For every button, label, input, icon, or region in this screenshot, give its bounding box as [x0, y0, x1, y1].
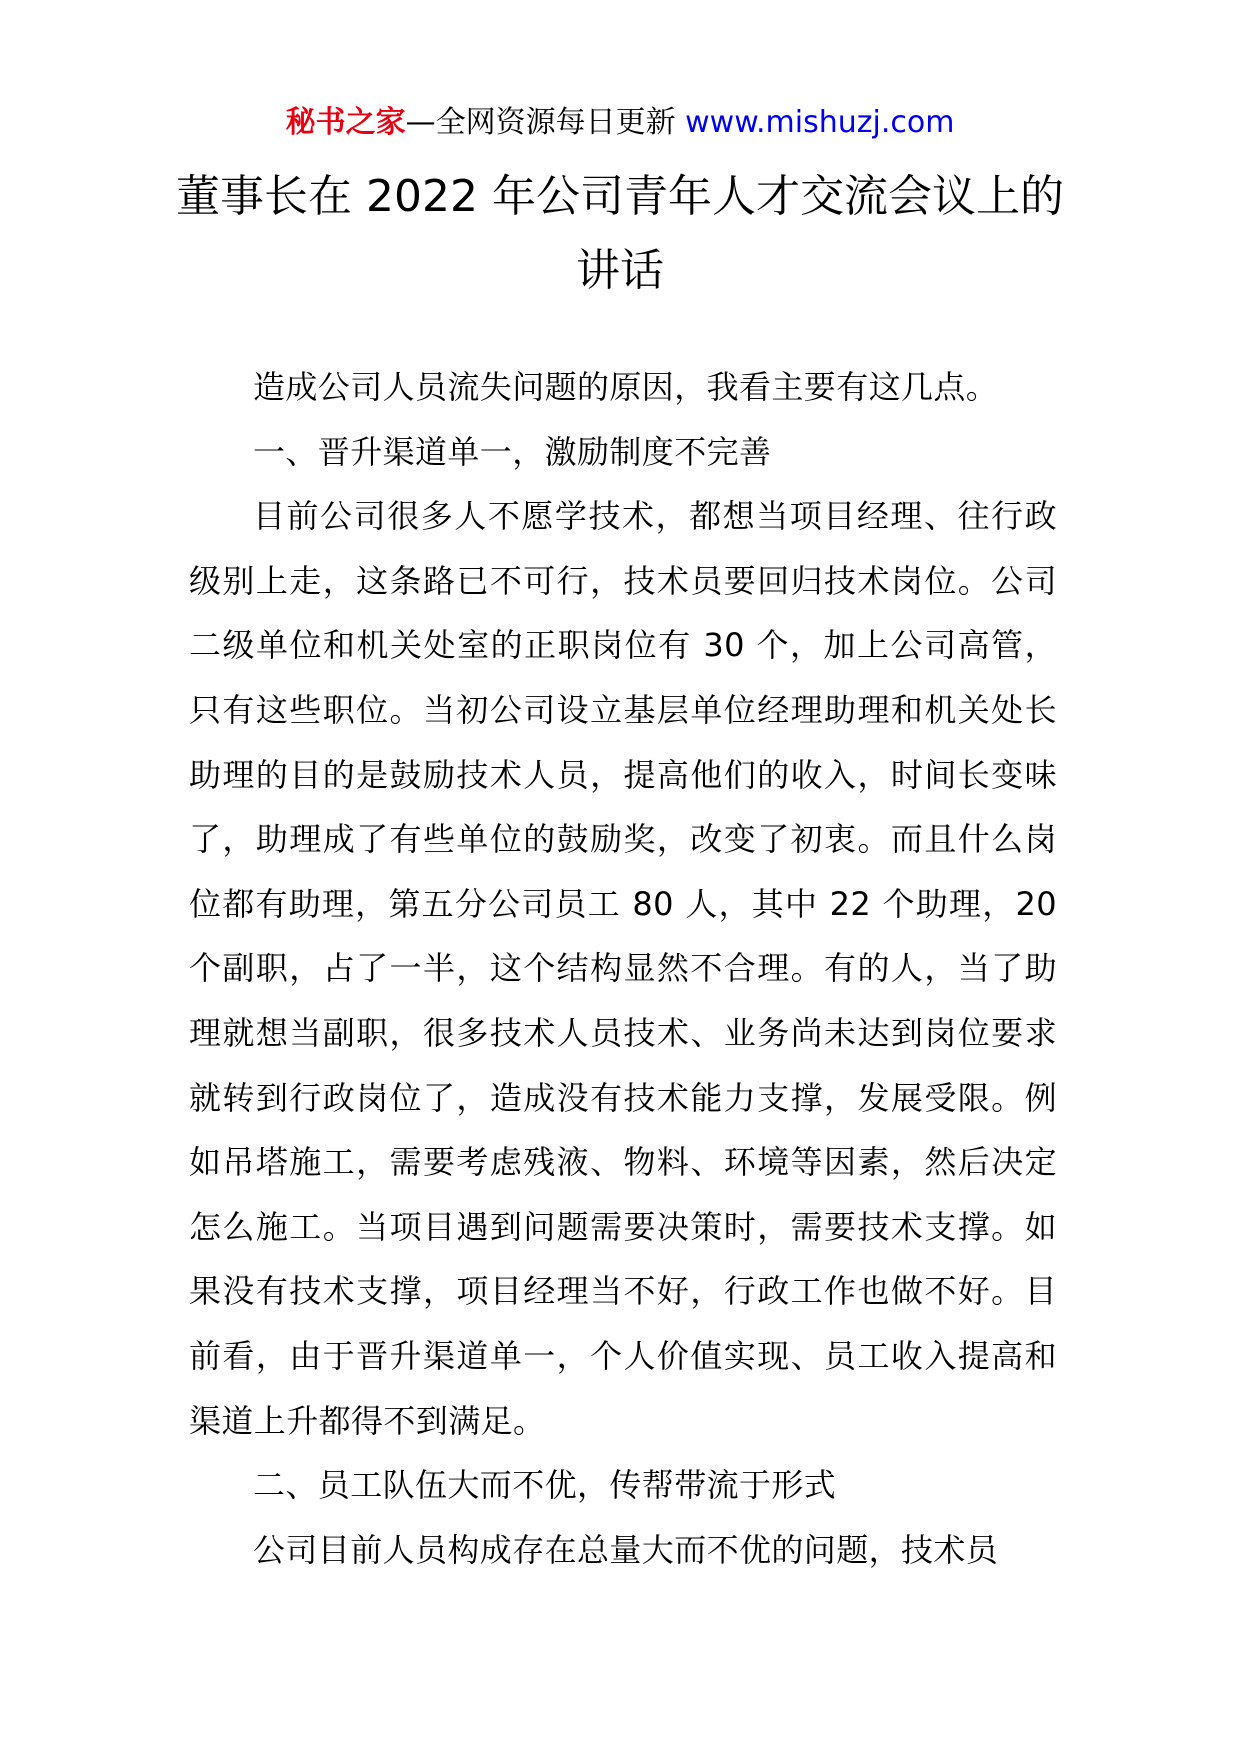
site-url-link[interactable]: www.mishuzj.com: [685, 105, 955, 140]
section-heading: 二、员工队伍大而不优，传帮带流于形式: [253, 1466, 837, 1505]
body-paragraph: 造成公司人员流失问题的原因，我看主要有这几点。: [253, 368, 999, 406]
body-paragraph: 公司目前人员构成存在总量大而不优的问题，技术员: [253, 1530, 999, 1569]
site-header: [0, 100, 1240, 146]
section-heading: 一、晋升渠道单一，激励制度不完善: [253, 432, 772, 471]
site-tagline: —全网资源每日更新: [405, 105, 686, 140]
document-body: [189, 355, 1057, 1582]
site-brand: 秘书之家: [285, 105, 406, 140]
document-title: 董事长在 2022 年公司青年人才交流会议上的讲话: [176, 171, 1064, 296]
body-paragraph: 目前公司很多人不愿学技术，都想当项目经理、往行政级别上走，这条路已不可行，技术员要回归技术岗位。公司二级单位和机关处室的正职岗位有 30 个，加上公司高管，只有这些职位。当初公司设立基层单位经理助理和机关处长助理的目的是鼓励技术人员，提高他们的收入，时间长变味了，助理成了有些单位的鼓励奖，改变了初衷。而且什么岗位都有助理，第五分公司员工 80 人，其中 22 个助理，20 个副职，占了一半，这个结构显然不合理。有的人，当了助理就想当副职，很多技术人员技术、业务尚未达到岗位要求就转到行政岗位了，造成没有技术能力支撑，发展受限。例如吊塔施工，需要考虑残液、物料、环境等因素，然后决定怎么施工。当项目遇到问题需要决策时，需要技术支撑。如果没有技术支撑，项目经理当不好，行政工作也做不好。目前看，由于晋升渠道单一，个人价值实现、员工收入提高和渠道上升都得不到满足。: [189, 497, 1057, 1440]
